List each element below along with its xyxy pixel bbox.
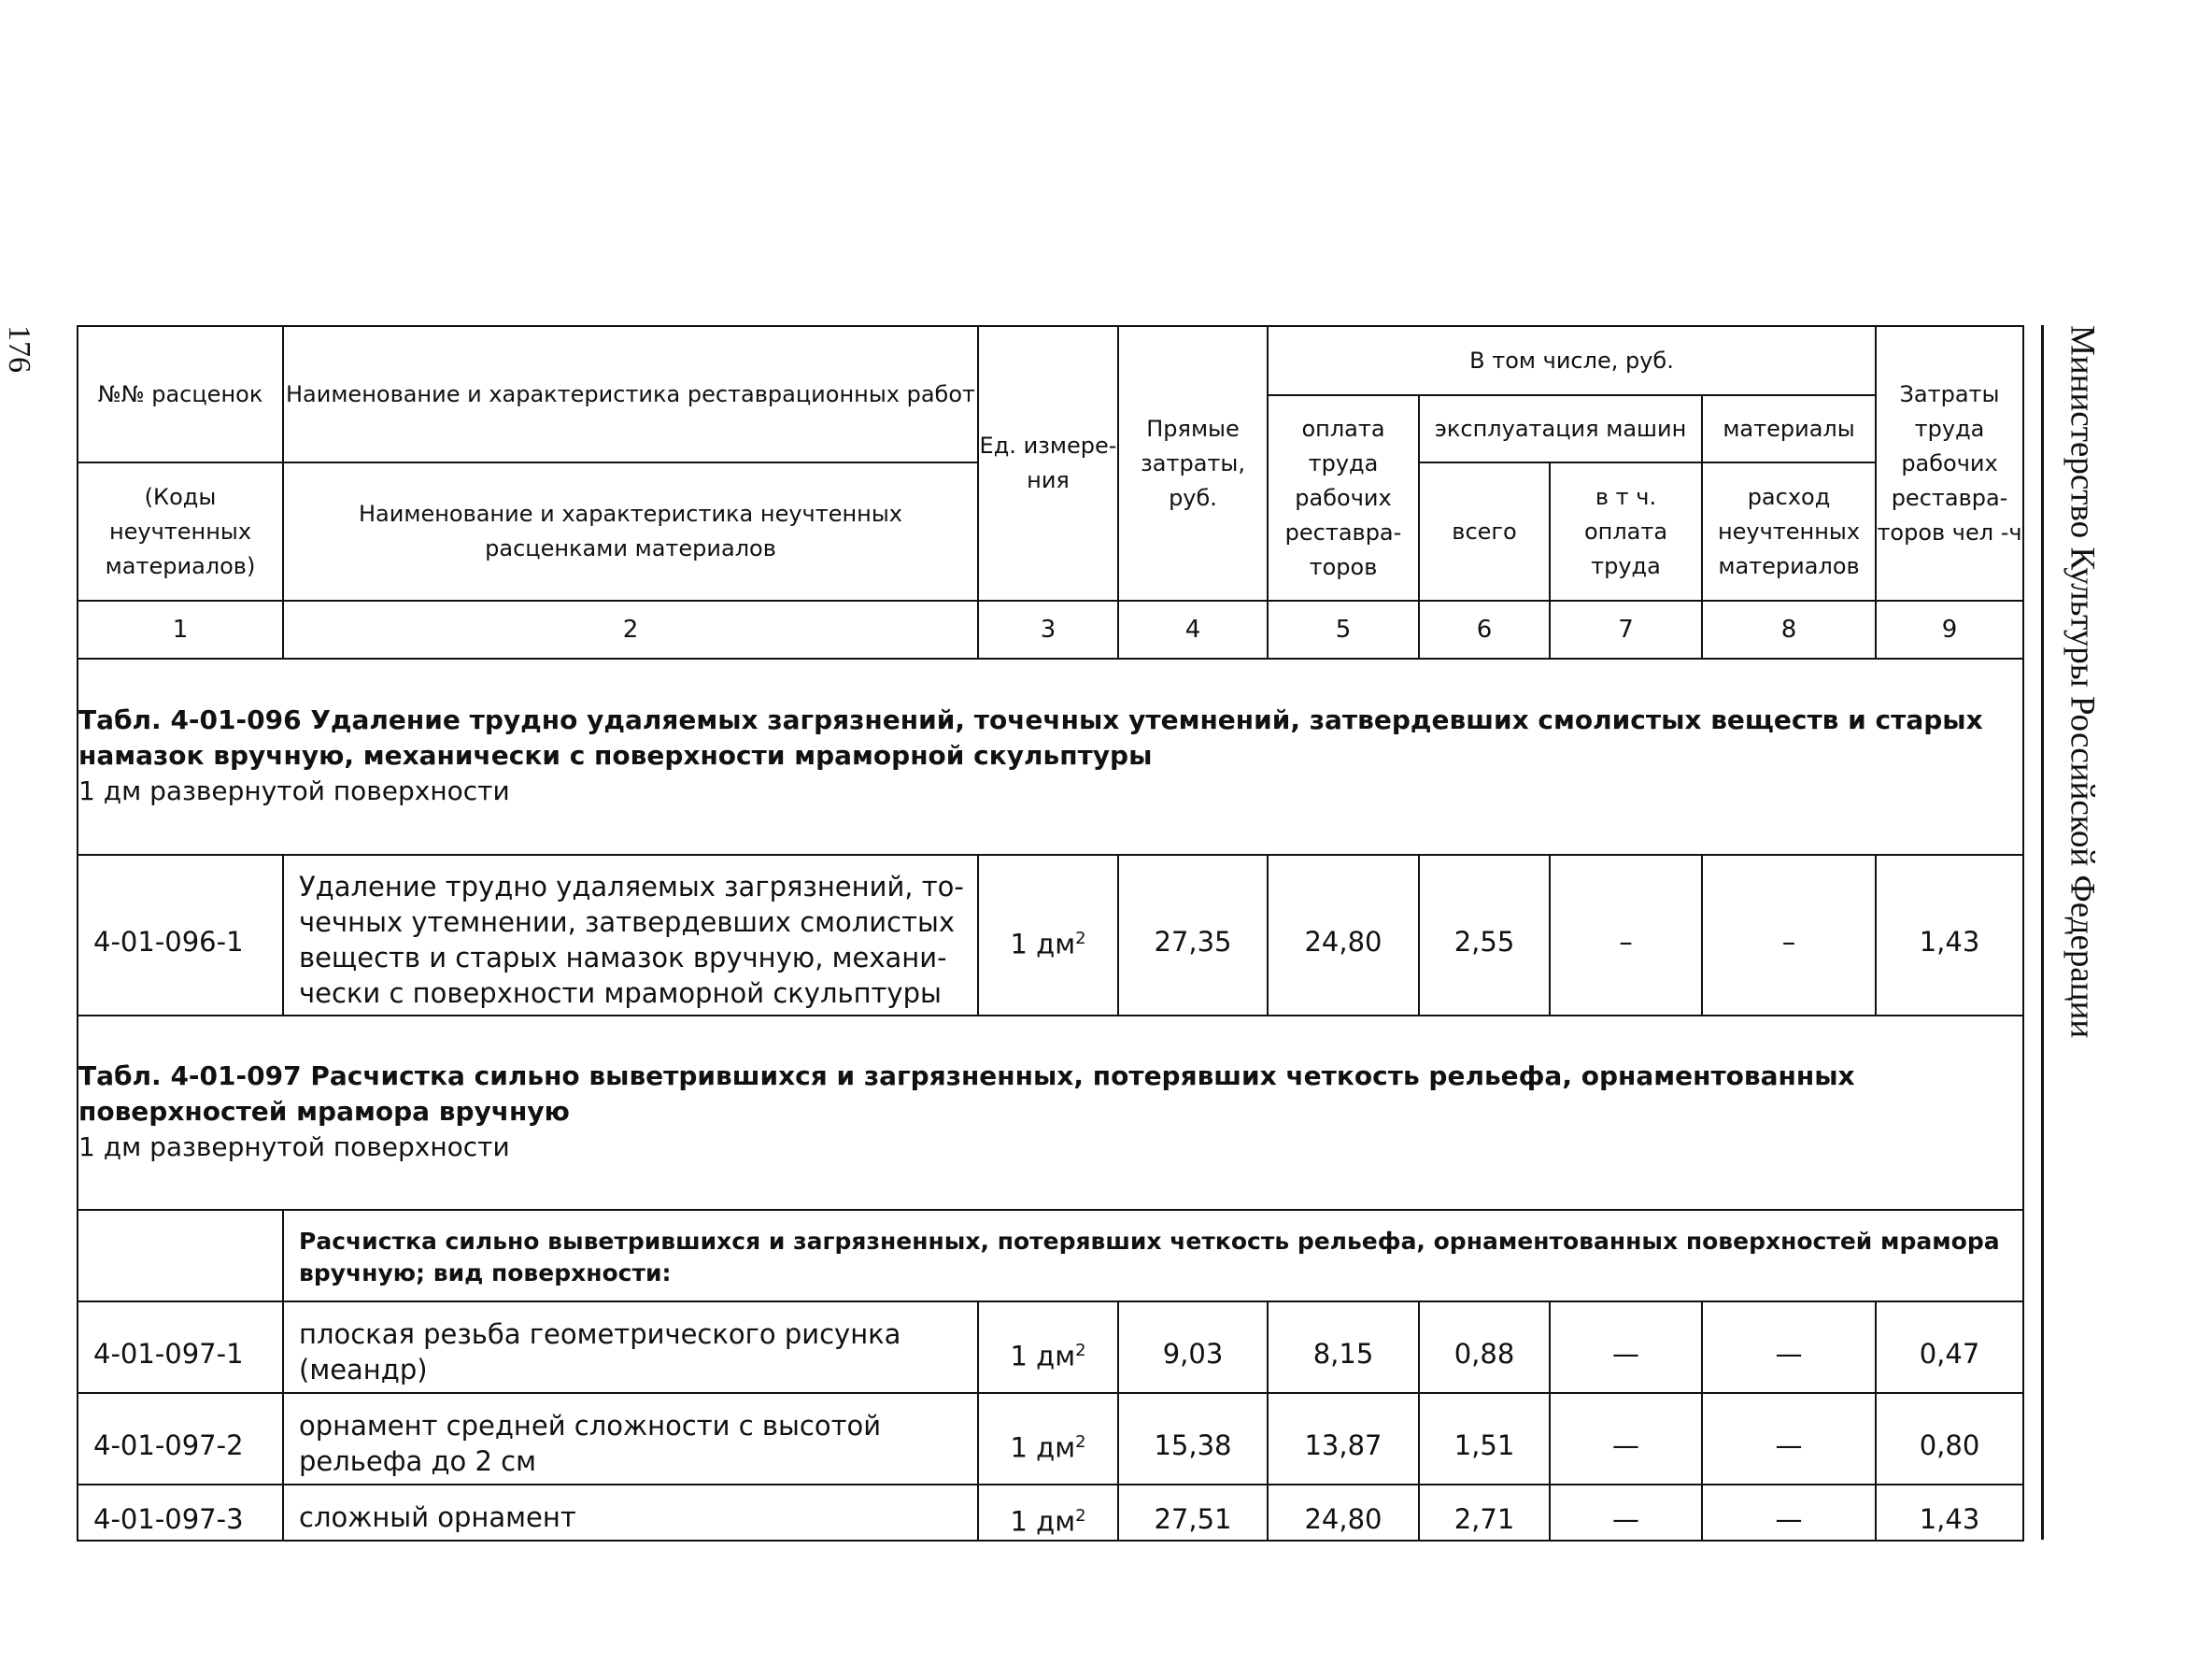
rate-labor-pay: 13,87	[1268, 1393, 1419, 1485]
section-title: Табл. 4-01-097 Расчистка сильно выветрившихся и загрязненных, потерявших четкость рельефа, орнаментованных поверхностей мрамора вручную	[78, 1060, 1855, 1127]
rate-machines-total: 2,71	[1419, 1485, 1550, 1541]
col-number: 2	[283, 601, 978, 659]
section-header	[78, 659, 2023, 855]
header-group-machines: эксплуатация машин	[1419, 395, 1702, 462]
header-code-bottom: (Коды неучтенных материалов)	[78, 462, 283, 601]
header-labor-hours: Затраты труда рабочих реставра- торов чел -ч	[1876, 326, 2023, 601]
col-number: 4	[1118, 601, 1268, 659]
col-number: 7	[1550, 601, 1702, 659]
rate-code: 4-01-096-1	[78, 855, 283, 1016]
rate-materials: –	[1702, 855, 1876, 1016]
section-header	[78, 1016, 2023, 1210]
rate-name: Удаление трудно удаляемых загрязнений, то- чечных утемнении, затвердевших смолистых веществ и старых намазок вручную, механи- чески с поверхности мраморной скульптуры	[283, 855, 978, 1016]
section-subheading: Расчистка сильно выветрившихся и загрязненных, потерявших четкость рельефа, орнаментованных поверхностей мрамора вручную; вид поверхности:	[283, 1210, 2023, 1301]
rate-machines-labor: —	[1550, 1393, 1702, 1485]
rate-machines-labor: —	[1550, 1301, 1702, 1393]
rate-machines-total: 0,88	[1419, 1301, 1550, 1393]
header-unit: Ед. измере- ния	[978, 326, 1118, 601]
rate-materials: —	[1702, 1485, 1876, 1541]
rate-unit: 1 $дм^2$	[978, 855, 1118, 1016]
header-materials-usage: расход неучтенных материалов	[1702, 462, 1876, 601]
rate-code: 4-01-097-1	[78, 1301, 283, 1393]
rate-materials: —	[1702, 1301, 1876, 1393]
col-number: 3	[978, 601, 1118, 659]
header-code-top: №№ расценок	[78, 326, 283, 462]
col-number: 8	[1702, 601, 1876, 659]
rate-unit: 1 $дм^2$	[978, 1301, 1118, 1393]
table-row	[78, 1301, 2023, 1393]
header-labor-pay: оплата труда рабочих реставра- торов	[1268, 395, 1419, 601]
col-number: 6	[1419, 601, 1550, 659]
section-unit-note: 1 дм развернутой поверхности	[78, 1131, 510, 1162]
rate-direct-cost: 27,35	[1118, 855, 1268, 1016]
header-group-materials: материалы	[1702, 395, 1876, 462]
header-direct-cost: Прямые затраты, руб.	[1118, 326, 1268, 601]
rate-unit: 1 $дм^2$	[978, 1393, 1118, 1485]
rate-name: сложный орнамент	[283, 1485, 978, 1541]
rate-machines-total: 2,55	[1419, 855, 1550, 1016]
rate-code: 4-01-097-2	[78, 1393, 283, 1485]
rate-labor-hours: 1,43	[1876, 1485, 2023, 1541]
rate-materials: —	[1702, 1393, 1876, 1485]
col-number: 1	[78, 601, 283, 659]
section-title: Табл. 4-01-096 Удаление трудно удаляемых загрязнений, точечных утемнений, затвердевших смолистых веществ и старых намазок вручную, механически с поверхности мраморной скульптуры	[78, 704, 1983, 771]
rates-table	[77, 325, 2024, 1542]
header-name-bottom: Наименование и характеристика неучтенных расценками материалов	[283, 462, 978, 601]
table-row	[78, 1393, 2023, 1485]
side-divider	[2041, 325, 2044, 1540]
rate-machines-labor: —	[1550, 1485, 1702, 1541]
rate-name: плоская резьба геометрического рисунка (меандр)	[283, 1301, 978, 1393]
rate-labor-hours: 0,47	[1876, 1301, 2023, 1393]
header-machines-labor: в т ч. оплата труда	[1550, 462, 1702, 601]
side-title-text: Министерство Культуры Российской Федерации	[2063, 325, 2102, 1039]
table-row	[78, 1485, 2023, 1541]
page-number: 176	[2, 325, 36, 373]
side-title	[2050, 325, 2114, 1101]
rate-labor-pay: 8,15	[1268, 1301, 1419, 1393]
header-machines-total: всего	[1419, 462, 1550, 601]
rate-labor-hours: 1,43	[1876, 855, 2023, 1016]
rate-direct-cost: 27,51	[1118, 1485, 1268, 1541]
rate-labor-hours: 0,80	[1876, 1393, 2023, 1485]
header-name-top: Наименование и характеристика реставрационных работ	[283, 326, 978, 462]
rate-machines-labor: –	[1550, 855, 1702, 1016]
header-group-including: В том числе, руб.	[1268, 326, 1876, 395]
rate-name: орнамент средней сложности с высотой рельефа до 2 см	[283, 1393, 978, 1485]
col-number: 9	[1876, 601, 2023, 659]
rate-unit: 1 $дм^2$	[978, 1485, 1118, 1541]
rate-direct-cost: 9,03	[1118, 1301, 1268, 1393]
table-row	[78, 855, 2023, 1016]
col-number: 5	[1268, 601, 1419, 659]
rate-machines-total: 1,51	[1419, 1393, 1550, 1485]
rate-code: 4-01-097-3	[78, 1485, 283, 1541]
rate-direct-cost: 15,38	[1118, 1393, 1268, 1485]
section-unit-note: 1 дм развернутой поверхности	[78, 775, 510, 806]
rate-labor-pay: 24,80	[1268, 1485, 1419, 1541]
rate-labor-pay: 24,80	[1268, 855, 1419, 1016]
empty-cell	[78, 1210, 283, 1301]
